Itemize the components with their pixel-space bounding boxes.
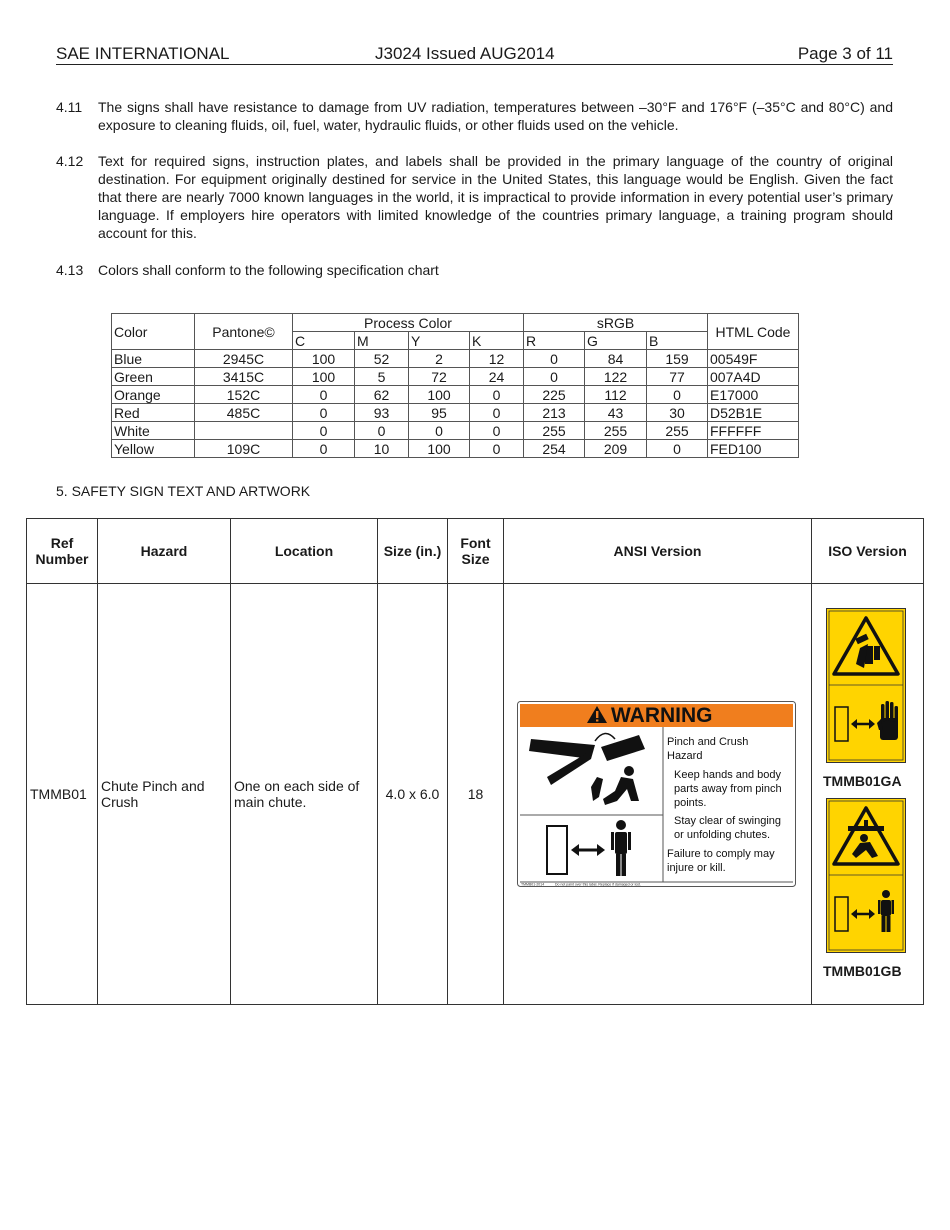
cell-html: E17000 xyxy=(708,386,799,404)
cell-name: Blue xyxy=(112,350,195,368)
col-header-ansi-version: ANSI Version xyxy=(504,519,812,584)
cell-c: 0 xyxy=(293,404,355,422)
paragraph-text: Colors shall conform to the following specification chart xyxy=(98,262,439,278)
header-org: SAE INTERNATIONAL xyxy=(56,44,230,63)
cell-m: 93 xyxy=(355,404,409,422)
cell-name: Yellow xyxy=(112,440,195,458)
iso-label-ga: TMMB01GA xyxy=(823,773,902,789)
cell-html: 007A4D xyxy=(708,368,799,386)
col-header-srgb: sRGB xyxy=(524,314,708,332)
iso-label-gb: TMMB01GB xyxy=(823,963,902,979)
cell-y: 0 xyxy=(409,422,470,440)
paragraph-4-11 xyxy=(56,98,893,134)
cell-html: 00549F xyxy=(708,350,799,368)
iso-sign-ga xyxy=(826,608,906,763)
cell-k: 0 xyxy=(470,386,524,404)
col-header-r: R xyxy=(524,332,585,350)
cell-b: 255 xyxy=(647,422,708,440)
cell-y: 95 xyxy=(409,404,470,422)
cell-k: 0 xyxy=(470,404,524,422)
cell-m: 5 xyxy=(355,368,409,386)
cell-y: 100 xyxy=(409,440,470,458)
table-row xyxy=(112,440,799,458)
table-row xyxy=(112,368,799,386)
table-row xyxy=(112,422,799,440)
cell-name: Green xyxy=(112,368,195,386)
col-header-b: B xyxy=(647,332,708,350)
cell-b: 159 xyxy=(647,350,708,368)
paragraph-text: Text for required signs, instruction plates, and labels shall be provided in the primary language of the country of original destination. For equipment originally destined for service in the United States, this language would be English. Given the fact that there are nearly 7000 known languages in the world, it is impractical to provide information in every potential user’s primary language. If employers hire operators with limited knowledge of the countries primary language, a training program should account for this. xyxy=(98,153,893,241)
col-header-process-color: Process Color xyxy=(293,314,524,332)
cell-c: 0 xyxy=(293,386,355,404)
header-doc-id: J3024 Issued AUG2014 xyxy=(375,44,555,63)
cell-pantone: 152C xyxy=(195,386,293,404)
paragraph-number: 4.13 xyxy=(56,262,84,278)
cell-pantone: 485C xyxy=(195,404,293,422)
paragraph-number: 4.11 xyxy=(56,99,83,115)
cell-m: 62 xyxy=(355,386,409,404)
ansi-sign-line-3: Failure to comply may injure or kill. xyxy=(667,848,775,874)
header-page-number: Page 3 of 11 xyxy=(797,44,893,63)
cell-k: 0 xyxy=(470,440,524,458)
ansi-sign-title: Pinch and Crush Hazard xyxy=(667,736,749,762)
cell-html: D52B1E xyxy=(708,404,799,422)
col-header-c: C xyxy=(293,332,355,350)
iso-sign-gb xyxy=(826,798,906,953)
table-row xyxy=(112,350,799,368)
ansi-sign-footer-code: TMMB01-2014 xyxy=(521,882,545,887)
col-header-m: M xyxy=(355,332,409,350)
col-header-size: Size (in.) xyxy=(378,519,448,584)
col-header-html-code: HTML Code xyxy=(708,314,799,350)
cell-c: 0 xyxy=(293,422,355,440)
col-header-iso-version: ISO Version xyxy=(812,519,924,584)
cell-b: 77 xyxy=(647,368,708,386)
cell-k: 24 xyxy=(470,368,524,386)
cell-c: 0 xyxy=(293,440,355,458)
cell-g: 255 xyxy=(585,422,647,440)
signal-word: WARNING xyxy=(611,704,713,727)
cell-b: 0 xyxy=(647,440,708,458)
cell-r: 255 xyxy=(524,422,585,440)
col-header-y: Y xyxy=(409,332,470,350)
cell-k: 0 xyxy=(470,422,524,440)
cell-pantone: 109C xyxy=(195,440,293,458)
cell-c: 100 xyxy=(293,350,355,368)
cell-location: One on each side of main chute. xyxy=(231,584,378,1005)
cell-y: 72 xyxy=(409,368,470,386)
cell-name: Red xyxy=(112,404,195,422)
paragraph-4-12 xyxy=(56,152,893,242)
col-header-font-size: Font Size xyxy=(448,519,504,584)
cell-size: 4.0 x 6.0 xyxy=(378,584,448,1005)
cell-name: White xyxy=(112,422,195,440)
table-row xyxy=(112,386,799,404)
cell-g: 122 xyxy=(585,368,647,386)
col-header-g: G xyxy=(585,332,647,350)
cell-html: FED100 xyxy=(708,440,799,458)
cell-r: 213 xyxy=(524,404,585,422)
cell-c: 100 xyxy=(293,368,355,386)
col-header-hazard: Hazard xyxy=(98,519,231,584)
cell-font-size: 18 xyxy=(448,584,504,1005)
ansi-warning-sign xyxy=(517,701,796,887)
cell-r: 225 xyxy=(524,386,585,404)
cell-r: 254 xyxy=(524,440,585,458)
cell-hazard: Chute Pinch and Crush xyxy=(98,584,231,1005)
cell-g: 112 xyxy=(585,386,647,404)
cell-y: 100 xyxy=(409,386,470,404)
section-title: 5. SAFETY SIGN TEXT AND ARTWORK xyxy=(56,483,311,499)
cell-r: 0 xyxy=(524,368,585,386)
color-spec-table xyxy=(111,313,799,458)
cell-name: Orange xyxy=(112,386,195,404)
cell-b: 30 xyxy=(647,404,708,422)
cell-pantone: 2945C xyxy=(195,350,293,368)
ansi-sign-line-2: Stay clear of swinging or unfolding chutes. xyxy=(674,815,781,841)
cell-g: 84 xyxy=(585,350,647,368)
col-header-k: K xyxy=(470,332,524,350)
paragraph-number: 4.12 xyxy=(56,153,84,169)
cell-pantone xyxy=(195,422,293,440)
cell-m: 10 xyxy=(355,440,409,458)
cell-r: 0 xyxy=(524,350,585,368)
cell-pantone: 3415C xyxy=(195,368,293,386)
ansi-sign-line-1: Keep hands and body parts away from pinch points. xyxy=(674,769,782,809)
page-header xyxy=(56,44,893,65)
color-rows xyxy=(112,350,799,458)
col-header-pantone: Pantone© xyxy=(195,314,293,350)
cell-m: 52 xyxy=(355,350,409,368)
cell-html: FFFFFF xyxy=(708,422,799,440)
paragraph-text: The signs shall have resistance to damage from UV radiation, temperatures between –30°F and 176°F (–35°C and 80°C) and exposure to cleaning fluids, oil, fuel, water, hydraulic fluids, or other fluids used on the vehicle. xyxy=(98,99,893,133)
col-header-color: Color xyxy=(112,314,195,350)
cell-ref-number: TMMB01 xyxy=(27,584,98,1005)
cell-b: 0 xyxy=(647,386,708,404)
ansi-sign-footer-text: Do not paint over this label. Replace if damaged or lost. xyxy=(555,882,641,887)
col-header-ref-number: Ref Number xyxy=(27,519,98,584)
cell-g: 209 xyxy=(585,440,647,458)
paragraph-4-13 xyxy=(56,261,893,279)
cell-y: 2 xyxy=(409,350,470,368)
table-row xyxy=(112,404,799,422)
cell-m: 0 xyxy=(355,422,409,440)
col-header-location: Location xyxy=(231,519,378,584)
cell-g: 43 xyxy=(585,404,647,422)
cell-k: 12 xyxy=(470,350,524,368)
